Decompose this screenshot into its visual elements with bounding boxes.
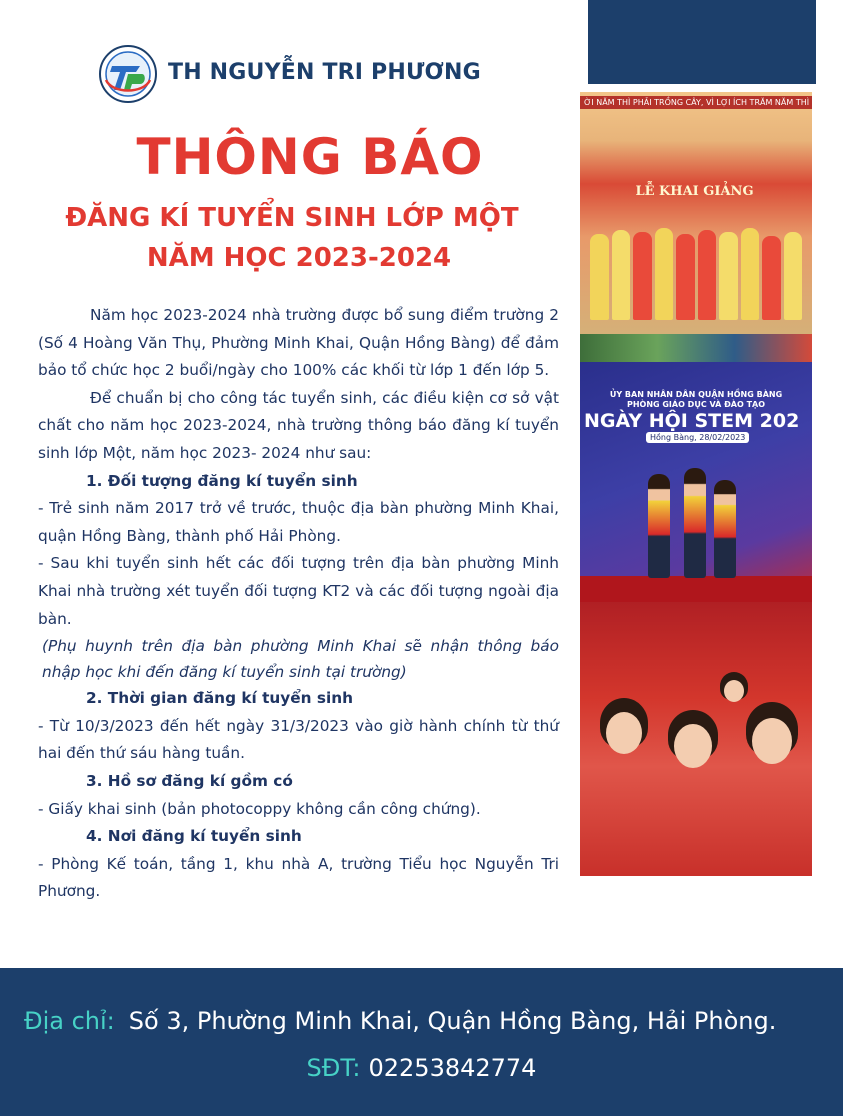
phone-value: 02253842774 [368, 1054, 537, 1082]
transition-strip-photo [580, 334, 812, 362]
intro-paragraph-2: Để chuẩn bị cho công tác tuyển sinh, các điều kiện cơ sở vật chất cho năm học 2023-2024, nhà trường thông báo đăng kí tuyển sinh lớp Một, năm học 2023- 2024 như sau: [38, 388, 559, 462]
section-1-note: (Phụ huynh trên địa bàn phường Minh Khai sẽ nhận thông báo nhập học khi đến đăng kí tuyển sinh tại trường) [42, 637, 559, 682]
section-1-heading: 1. Đối tượng đăng kí tuyển sinh [86, 471, 358, 490]
address-label: Địa chỉ: [24, 1007, 115, 1035]
photo-banner-text: ỜI NĂM THÌ PHẢI TRỒNG CÂY, VÌ LỢI ÍCH TRĂM NĂM THÌ [580, 96, 812, 109]
page-title: THÔNG BÁO [136, 128, 484, 186]
stem-organizer-text: ỦY BAN NHÂN DÂN QUẬN HỒNG BÀNG PHÒNG GIÁO DỤC VÀ ĐÀO TẠO [609, 390, 783, 409]
top-decor-bar [588, 0, 816, 84]
school-name: TH NGUYỄN TRI PHƯƠNG [168, 60, 481, 85]
stem-day-title: NGÀY HỘI STEM 202 [584, 410, 800, 432]
subtitle-line2: NĂM HỌC 2023-2024 [146, 243, 452, 273]
phone-line [0, 1054, 843, 1082]
stage-floor [580, 576, 812, 602]
photo-column [580, 92, 812, 876]
opening-ceremony-photo [580, 92, 812, 334]
section-4-item-1: - Phòng Kế toán, tầng 1, khu nhà A, trường Tiểu học Nguyễn Tri Phương. [38, 854, 559, 901]
address-value: Số 3, Phường Minh Khai, Quận Hồng Bàng, Hải Phòng. [128, 1007, 777, 1035]
stem-day-photo [580, 362, 812, 602]
section-4-heading: 4. Nơi đăng kí tuyển sinh [86, 827, 302, 846]
teachers-group [590, 224, 802, 320]
section-1-item-1: - Trẻ sinh năm 2017 trở về trước, thuộc địa bàn phường Minh Khai, quận Hồng Bàng, thành phố Hải Phòng. [38, 499, 559, 545]
section-3-item-1: - Giấy khai sinh (bản photocoppy không cần công chứng). [38, 799, 481, 818]
section-3-heading: 3. Hồ sơ đăng kí gồm có [86, 771, 293, 790]
section-1-item-2: - Sau khi tuyển sinh hết các đối tượng trên địa bàn phường Minh Khai nhà trường xét tuyển đối tượng KT2 và các đối tượng ngoài địa bàn. [38, 554, 559, 628]
opening-ceremony-label: LỄ KHAI GIẢNG [635, 184, 754, 199]
students-photo [580, 602, 812, 876]
subtitle-line1: ĐĂNG KÍ TUYỂN SINH LỚP MỘT [65, 203, 519, 233]
section-2-item-1: - Từ 10/3/2023 đến hết ngày 31/3/2023 vào giờ hành chính từ thứ hai đến thứ sáu hàng tuần. [38, 716, 559, 763]
phone-label: SĐT: [306, 1054, 361, 1082]
intro-paragraph-1: Năm học 2023-2024 nhà trường được bổ sung điểm trường 2 (Số 4 Hoàng Văn Thụ, Phường Minh Khai, Quận Hồng Bàng) để đảm bảo tổ chức học 2 buổi/ngày cho 100% các khối từ lớp 1 đến lớp 5. [38, 306, 559, 380]
stem-day-date: Hồng Bàng, 28/02/2023 [646, 432, 749, 443]
address-line [24, 1007, 776, 1035]
announcement-body [38, 302, 559, 906]
school-logo-icon [98, 44, 158, 104]
section-2-heading: 2. Thời gian đăng kí tuyển sinh [86, 689, 353, 708]
footer [0, 968, 843, 1116]
